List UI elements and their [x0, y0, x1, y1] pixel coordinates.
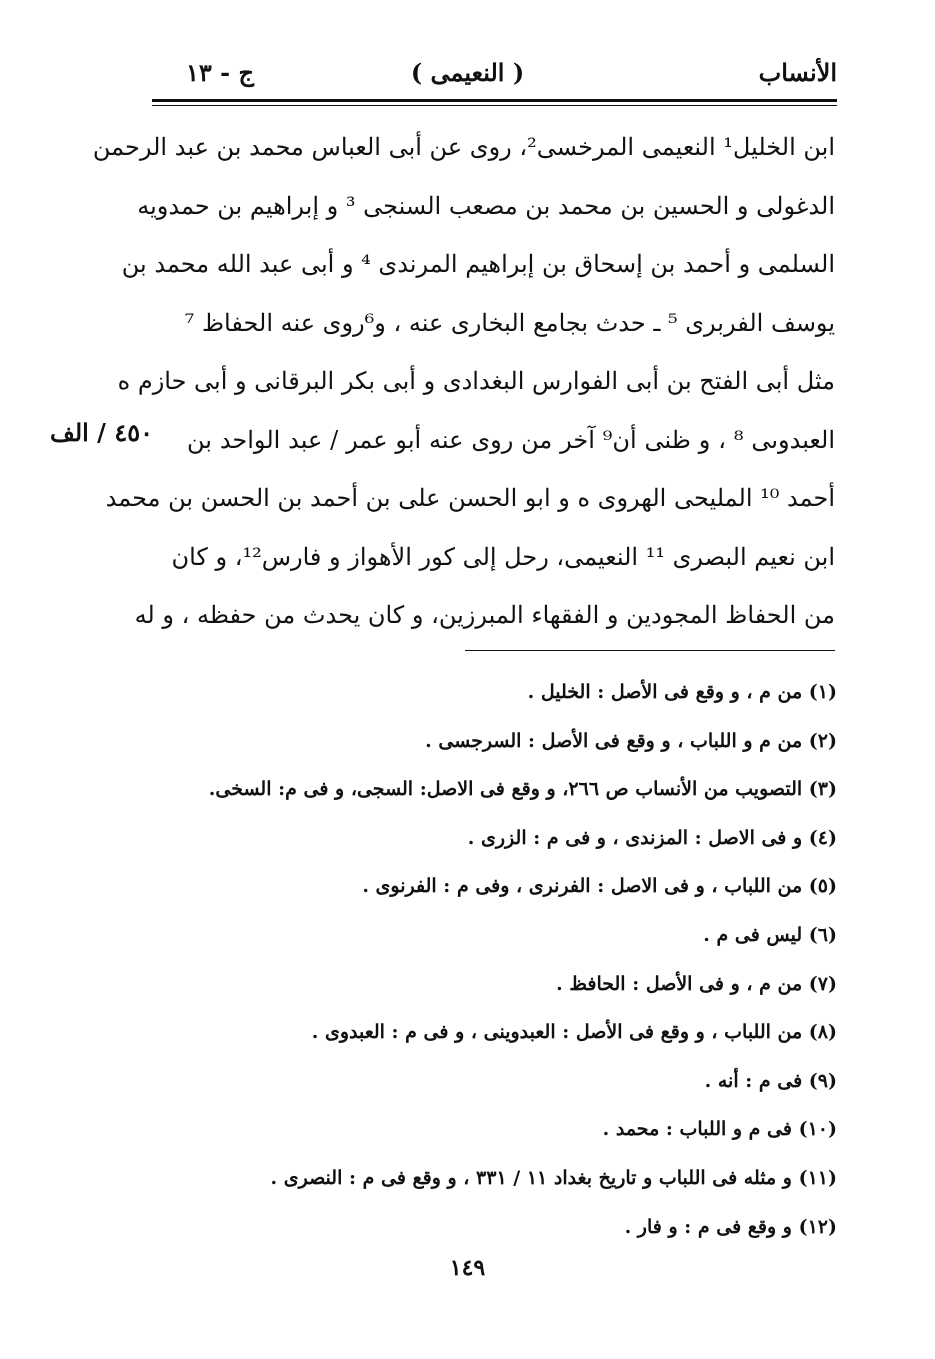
footnote: (٤) و فى الاصل : المزندى ، و فى م : الزرى .	[467, 826, 837, 849]
text-line: أحمد ¹⁰ المليحى الهروى ه و ابو الحسن على بن أحمد بن الحسن بن محمد	[105, 484, 835, 512]
footnote: (١٠) فى م و اللباب : محمد .	[602, 1118, 837, 1141]
footnote-separator	[465, 650, 835, 651]
footnote: (٢) من م و اللباب ، و وقع فى الأصل : السرجسى .	[425, 729, 837, 752]
text-line: من الحفاظ المجودين و الفقهاء المبرزين، و كان يحدث من حفظه ، و له	[134, 601, 835, 629]
text-line: مثل أبى الفتح بن أبى الفوارس البغدادى و أبى بكر البرقانى و أبى حازم ه	[117, 367, 835, 395]
text-line: العبدوىى ⁸ ، و ظنى أن⁹ آخر من روى عنه أبو عمر / عبد الواحد بن	[187, 425, 835, 454]
footnote: (٧) من م ، و فى الأصل : الحافظ .	[556, 972, 837, 995]
text-line: السلمى و أحمد بن إسحاق بن إبراهيم المرندى ⁴ و أبى عبد الله محمد بن	[121, 250, 835, 278]
footnote: (٥) من اللباب ، و فى الاصل : الفرنرى ، وفى م : الفرنوى .	[362, 875, 837, 898]
book-title: الأنساب	[758, 58, 837, 87]
header-rule	[152, 99, 837, 102]
manuscript-folio-note: ٤٥٠ / الف	[50, 418, 153, 447]
footnote: (١٢) و وقع فى م : و فار .	[624, 1215, 837, 1238]
footnote: (٨) من اللباب ، و وقع فى الأصل : العبدوينى ، و فى م : العبدوى .	[311, 1021, 837, 1044]
text-line: يوسف الفربرى ⁵ ـ حدث بجامع البخارى عنه ، و⁶روى عنه الحفاظ ⁷	[184, 308, 835, 337]
footnote: (٩) فى م : أنه .	[704, 1069, 837, 1092]
text-line: ابن الخليل¹ النعيمى المرخسى²، روى عن أبى العباس محمد بن عبد الرحمن	[92, 133, 835, 161]
text-line: ابن نعيم البصرى ¹¹ النعيمى، رحل إلى كور الأهواز و فارس¹²، و كان	[171, 542, 835, 571]
footnote: (١) من م ، و وقع فى الأصل : الخليل .	[527, 681, 837, 703]
entry-title: ( النعيمى )	[410, 58, 525, 87]
footnote: (٣) التصويب من الأنساب ص ٢٦٦، و وقع فى الاصل: السجى، و فى م: السخى.	[208, 778, 837, 801]
footnote: (١١) و مثله فى اللباب و تاريخ بغداد ١١ / ٣٣١ ، و وقع فى م : النصرى .	[270, 1166, 837, 1189]
text-line: الدغولى و الحسين بن محمد بن مصعب السنجى ³ و إبراهيم بن حمدويه	[137, 191, 835, 220]
header-rule-thin	[152, 105, 837, 106]
page-number: ١٤٩	[449, 1255, 486, 1281]
volume-number: ج - ١٣	[186, 58, 254, 87]
footnote: (٦) ليس فى م .	[703, 923, 837, 946]
footnotes	[147, 668, 837, 1251]
